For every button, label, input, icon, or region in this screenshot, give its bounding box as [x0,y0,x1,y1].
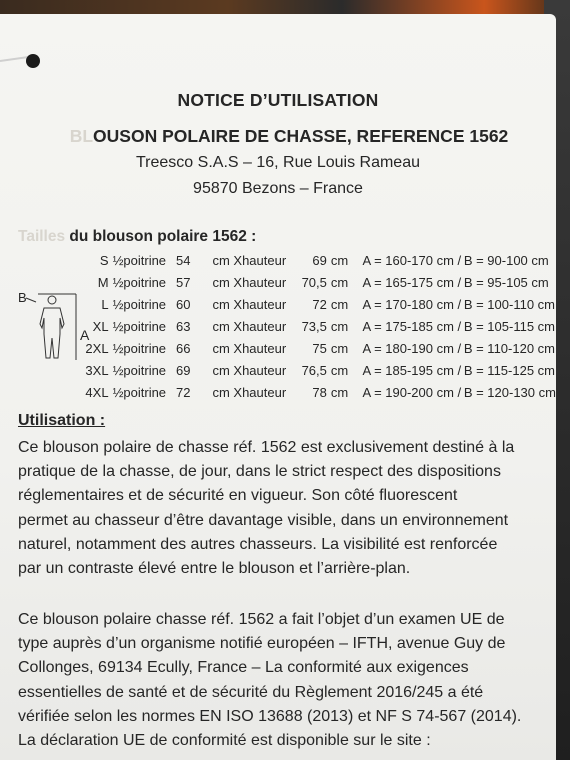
sizes-heading-rest: du blouson polaire 1562 : [65,228,257,245]
product-subtitle [54,126,524,147]
paragraph-line: Collonges, 69134 Ecully, France – La conformité aux exigences [18,659,469,677]
hauteur-value-cell: 76,5 [301,363,327,378]
paragraph-line: essentielles de santé et de sécurité du Règlement 2016/245 a été [18,683,484,701]
range-a-cell: A = 185-195 cm / [362,363,462,378]
size-row [84,294,556,316]
hauteur-label-cell: cm Xhauteur [212,275,287,290]
address-line-1: Treesco S.A.S – 16, Rue Louis Rameau [136,154,420,171]
instruction-card [0,14,556,760]
unit-cell: cm [330,341,349,356]
poitrine-value-cell: 63 [176,319,191,334]
hauteur-label-cell: cm Xhauteur [212,253,287,268]
poitrine-label-cell: ½poitrine [112,275,167,290]
hauteur-value-cell: 75 [312,341,327,356]
size-row [84,338,556,360]
size-cell: 2XL [85,341,109,356]
size-row [84,272,556,294]
size-row [84,382,556,404]
range-b-cell: B = 115-125 cm [463,363,555,378]
paragraph-line: La déclaration UE de conformité est disponible sur le site : [18,732,431,750]
range-b-cell: B = 110-120 cm [463,341,555,356]
subtitle-faded: BL [69,126,94,146]
size-cell: 3XL [85,363,109,378]
poitrine-value-cell: 60 [176,297,191,312]
size-row [84,360,556,382]
paragraph-line: naturel, notamment des autres chasseurs. La visibilité est renforcée [18,535,498,553]
subtitle-rest: OUSON POLAIRE DE CHASSE, REFERENCE 1562 [93,126,509,146]
paragraph-line: type auprès d’un organisme notifié européen – IFTH, avenue Guy de [18,635,506,653]
range-b-cell: B = 100-110 cm [463,297,555,312]
poitrine-label-cell: ½poitrine [112,319,167,334]
paragraph-line: Ce blouson polaire chasse réf. 1562 a fait l’objet d’un examen UE de [18,611,505,628]
paragraph-line: réglementaires et de sécurité en vigueur. Son côté fluorescent [18,487,458,505]
size-cell: L [101,297,109,312]
paragraph-line: pratique de la chasse, de jour, dans le strict respect des dispositions [18,463,501,481]
poitrine-label-cell: ½poitrine [112,341,167,356]
poitrine-value-cell: 54 [176,253,191,268]
hauteur-label-cell: cm Xhauteur [212,297,287,312]
range-a-cell: A = 175-185 cm / [362,319,462,334]
hauteur-label-cell: cm Xhauteur [212,385,287,400]
range-b-cell: B = 105-115 cm [463,319,555,334]
poitrine-label-cell: ½poitrine [112,385,167,400]
poitrine-label-cell: ½poitrine [112,253,167,268]
paragraph-line: vérifiée selon les normes EN ISO 13688 (2013) et NF S 74-567 (2014). [18,707,522,725]
size-table [84,250,556,404]
unit-cell: cm [330,319,349,334]
range-b-cell: B = 120-130 cm [463,385,556,400]
range-a-cell: A = 180-190 cm / [362,341,462,356]
hauteur-value-cell: 72 [312,297,327,312]
size-cell: M [97,275,109,290]
poitrine-label-cell: ½poitrine [112,363,167,378]
hauteur-value-cell: 69 [312,253,327,268]
unit-cell: cm [330,275,349,290]
hauteur-value-cell: 78 [312,385,327,400]
unit-cell: cm [330,363,349,378]
figure-label-a: A [80,327,90,343]
address-line-2: 95870 Bezons – France [193,180,363,197]
body-measurement-figure-icon [14,288,90,364]
poitrine-value-cell: 72 [176,385,191,400]
unit-cell: cm [330,253,349,268]
figure-label-b: B [18,290,27,305]
paragraph-line: par un contraste élevé entre le blouson et l’arrière-plan. [18,560,411,578]
sizes-heading-faded: Tailles [18,228,66,245]
poitrine-value-cell: 57 [176,275,191,290]
poitrine-value-cell: 69 [176,363,191,378]
size-cell: XL [92,319,109,334]
utilisation-heading: Utilisation : [18,412,106,429]
range-a-cell: A = 165-175 cm / [362,275,462,290]
punch-hole [26,54,40,68]
hauteur-value-cell: 70,5 [301,275,327,290]
hauteur-label-cell: cm Xhauteur [212,341,287,356]
hauteur-value-cell: 73,5 [301,319,327,334]
size-cell: S [99,253,109,268]
hauteur-label-cell: cm Xhauteur [212,363,287,378]
poitrine-value-cell: 66 [176,341,191,356]
paragraph-line: Ce blouson polaire de chasse réf. 1562 est exclusivement destiné à la [18,439,515,456]
paragraph-line: permet au chasseur d’être davantage visible, dans un environnement [18,511,509,529]
utilisation-paragraph-1 [18,436,548,581]
unit-cell: cm [330,385,349,400]
range-b-cell: B = 90-100 cm [463,253,549,268]
unit-cell: cm [330,297,349,312]
range-a-cell: A = 160-170 cm / [362,253,462,268]
range-a-cell: A = 170-180 cm / [362,297,462,312]
range-a-cell: A = 190-200 cm / [362,385,462,400]
utilisation-paragraph-2 [18,608,548,753]
poitrine-label-cell: ½poitrine [112,297,167,312]
hauteur-label-cell: cm Xhauteur [212,319,287,334]
size-row [84,316,556,338]
size-row [84,250,556,272]
sizes-heading [18,228,256,246]
size-cell: 4XL [85,385,109,400]
range-b-cell: B = 95-105 cm [463,275,549,290]
notice-title: NOTICE D’UTILISATION [177,90,379,110]
